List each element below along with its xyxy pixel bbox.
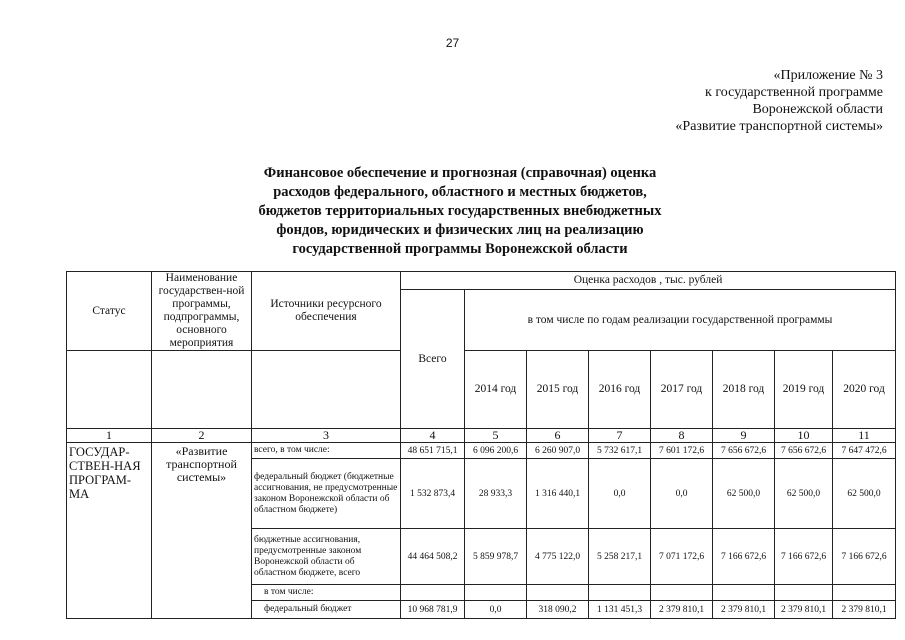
value-cell: 2 379 810,1 — [833, 601, 896, 619]
header-total: Всего — [401, 290, 465, 429]
appendix-line-4: «Развитие транспортной системы» — [675, 119, 883, 134]
header-year-2020: 2020 год — [833, 351, 896, 429]
title-line-4: фондов, юридических и физических лиц на реализацию — [276, 222, 644, 238]
table-row — [67, 443, 896, 459]
value-cell: 5 732 617,1 — [589, 443, 651, 459]
value-cell: 7 656 672,6 — [713, 443, 775, 459]
value-cell: 0,0 — [589, 459, 651, 529]
total-cell: 10 968 781,9 — [401, 601, 465, 619]
col-number: 3 — [252, 429, 401, 443]
program-name-cell: «Развитие транспортной системы» — [152, 443, 252, 619]
source-cell: всего, в том числе: — [252, 443, 401, 459]
value-cell — [589, 585, 651, 601]
value-cell: 62 500,0 — [775, 459, 833, 529]
value-cell: 7 601 172,6 — [651, 443, 713, 459]
value-cell — [775, 585, 833, 601]
value-cell — [465, 585, 527, 601]
title-line-5: государственной программы Воронежской области — [292, 241, 628, 257]
header-estimate: Оценка расходов , тыс. рублей — [401, 272, 896, 290]
total-cell: 1 532 873,4 — [401, 459, 465, 529]
value-cell: 2 379 810,1 — [775, 601, 833, 619]
source-cell: в том числе: — [252, 585, 401, 601]
value-cell: 4 775 122,0 — [527, 529, 589, 585]
value-cell — [833, 585, 896, 601]
col-number: 6 — [527, 429, 589, 443]
appendix-line-2: к государственной программе — [705, 85, 883, 100]
header-year-2019: 2019 год — [775, 351, 833, 429]
header-year-2017: 2017 год — [651, 351, 713, 429]
value-cell — [713, 585, 775, 601]
header-program-name: Наименование государствен-ной программы, подпрограммы, основного мероприятия — [152, 272, 252, 351]
source-cell: федеральный бюджет — [252, 601, 401, 619]
value-cell — [527, 585, 589, 601]
header-status-cont — [67, 351, 152, 429]
title-line-3: бюджетов территориальных государственных внебюджетных — [258, 203, 662, 219]
source-cell: бюджетные ассигнования, предусмотренные законом Воронежской области об областном бюджете, всего — [252, 529, 401, 585]
header-year-2018: 2018 год — [713, 351, 775, 429]
value-cell: 2 379 810,1 — [651, 601, 713, 619]
value-cell: 5 258 217,1 — [589, 529, 651, 585]
appendix-line-3: Воронежской области — [752, 102, 883, 117]
value-cell: 0,0 — [651, 459, 713, 529]
header-year-2016: 2016 год — [589, 351, 651, 429]
col-number: 1 — [67, 429, 152, 443]
value-cell: 7 647 472,6 — [833, 443, 896, 459]
value-cell: 6 096 200,6 — [465, 443, 527, 459]
header-by-years: в том числе по годам реализации государственной программы — [465, 290, 896, 351]
header-sources: Источники ресурсного обеспечения — [252, 272, 401, 351]
value-cell — [651, 585, 713, 601]
value-cell: 1 131 451,3 — [589, 601, 651, 619]
total-cell: 44 464 508,2 — [401, 529, 465, 585]
value-cell: 318 090,2 — [527, 601, 589, 619]
header-sources-cont — [252, 351, 401, 429]
appendix-line-1: «Приложение № 3 — [773, 68, 883, 83]
status-cell: ГОСУДАР-СТВЕН-НАЯ ПРОГРАМ-МА — [67, 443, 152, 619]
value-cell: 0,0 — [465, 601, 527, 619]
header-status: Статус — [67, 272, 152, 351]
value-cell: 2 379 810,1 — [713, 601, 775, 619]
value-cell: 7 166 672,6 — [713, 529, 775, 585]
total-cell — [401, 585, 465, 601]
value-cell: 62 500,0 — [833, 459, 896, 529]
value-cell: 5 859 978,7 — [465, 529, 527, 585]
header-name-cont — [152, 351, 252, 429]
source-cell: федеральный бюджет (бюджетные ассигнования, не предусмотренные законом Воронежской области об областном бюджете) — [252, 459, 401, 529]
value-cell: 7 166 672,6 — [775, 529, 833, 585]
value-cell: 62 500,0 — [713, 459, 775, 529]
title-line-2: расходов федерального, областного и местных бюджетов, — [273, 184, 647, 200]
column-number-row — [67, 429, 896, 443]
col-number: 2 — [152, 429, 252, 443]
value-cell: 7 071 172,6 — [651, 529, 713, 585]
header-year-2014: 2014 год — [465, 351, 527, 429]
value-cell: 28 933,3 — [465, 459, 527, 529]
value-cell: 7 166 672,6 — [833, 529, 896, 585]
col-number: 9 — [713, 429, 775, 443]
value-cell: 7 656 672,6 — [775, 443, 833, 459]
appendix-note — [675, 67, 883, 135]
col-number: 10 — [775, 429, 833, 443]
document-title — [180, 164, 740, 259]
col-number: 7 — [589, 429, 651, 443]
total-cell: 48 651 715,1 — [401, 443, 465, 459]
page-number: 27 — [445, 36, 460, 50]
value-cell: 1 316 440,1 — [527, 459, 589, 529]
financing-table — [66, 271, 896, 619]
col-number: 11 — [833, 429, 896, 443]
header-year-2015: 2015 год — [527, 351, 589, 429]
col-number: 5 — [465, 429, 527, 443]
col-number: 8 — [651, 429, 713, 443]
value-cell: 6 260 907,0 — [527, 443, 589, 459]
title-line-1: Финансовое обеспечение и прогнозная (справочная) оценка — [263, 165, 657, 181]
col-number: 4 — [401, 429, 465, 443]
